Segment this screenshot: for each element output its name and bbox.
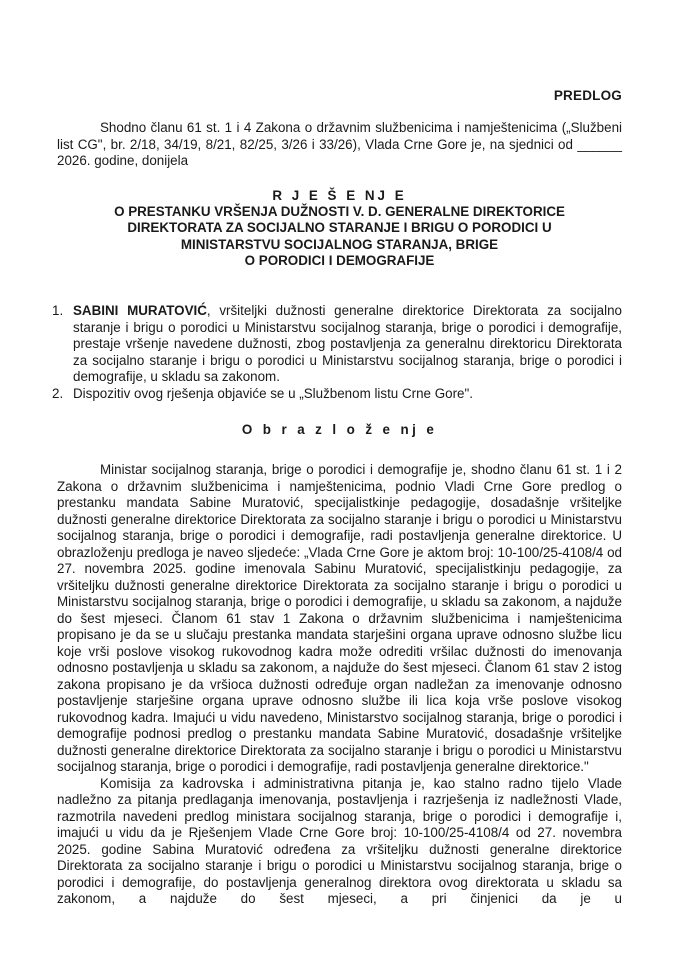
- item-text: , vršiteljki dužnosti generalne direktorice Direktorata za socijalno staranje i brigu o porodici u Ministarstvu socijalnog staranja, brige o porodici i demografije, prestaje vršenje navedene dužnosti, zbog postavljenja za generalnu direktoricu Direktorata za socijalno staranje i brigu o porodici u Ministarstvu socijalnog staranja, brige o porodici i demografije, u skladu sa zakonom.: [73, 303, 622, 384]
- item-number: 2.: [52, 385, 64, 401]
- title-line: MINISTARSTVU SOCIJALNOG STARANJA, BRIGE: [180, 236, 499, 252]
- justification-heading: O b r a z l o ž e nj e: [241, 422, 438, 437]
- justification-paragraph: Ministar socijalnog staranja, brige o porodici i demografije je, shodno članu 61 st. 1 i 2 Zakona o državnim službenicima i namještenicima, podnio Vladi Crne Gore predlog o prestanku mandata Sabine Muratović, specijalistkinje pedagogije, dosadašnje vršiteljke dužnosti generalne direktorice Direktorata za socijalno staranje i brigu o porodici u Ministarstvu socijalnog staranja, brige o porodici i demografije, radi postavljenja generalne direktorice. U obrazloženju predloga je naveo sljedeće: „Vlada Crne Gore je aktom broj: 10-100/25-4108/4 od 27. novembra 2025. godine imenovala Sabinu Muratović, specijalistkinju pedagogije, za vršiteljku dužnosti generalne direktorice Direktorata za socijalno staranje i brigu o porodici u Ministarstvu socijalnog staranja, brige o porodici i demografije, u skladu sa zakonom, a najduže do šest mjeseci. Članom 61 stav 1 Zakona o državnim službenicima i namještenicima propisano je da se u slučaju prestanka mandata starješini organa uprave odnosno službe licu koje vrši poslove visokog rukovodnog kadra može odrediti vršilac dužnosti do imenovanja odnosno postavljenja u skladu sa zakonom, a najduže do šest mjeseci. Članom 61 stav 2 istog zakona propisano je da vršioca dužnosti određuje organ nadležan za imenovanje odnosno postavljenje starješine organa uprave odnosno službe ili lica koja vrše poslove visokog rukovodnog kadra. Imajući u vidu navedeno, Ministarstvo socijalnog staranja, brige o porodici i demografije podnosi predlog o prestanku mandata Sabine Muratović, dosadašnje vršiteljke dužnosti generalne direktorice Direktorata za socijalno staranje i brigu o porodici u Ministarstvu socijalnog staranja, brige o porodici i demografije, radi postavljenja generalne direktorice.": [57, 462, 622, 774]
- item-name-bold: SABINI MURATOVIĆ: [73, 303, 207, 318]
- title-line: O PRESTANKU VRŠENJA DUŽNOSTI V. D. GENERALNE DIREKTORICE: [114, 204, 565, 220]
- decision-title: [57, 188, 622, 269]
- item-number: 1.: [52, 303, 64, 318]
- intro-paragraph: [57, 120, 622, 170]
- decision-heading: R J E Š E NJ E: [272, 188, 407, 203]
- decision-item: [52, 386, 622, 403]
- item-text: Dispozitiv ovog rješenja objaviće se u „Službenom listu Crne Gore".: [73, 385, 473, 401]
- decision-items: [52, 303, 622, 402]
- document-label: PREDLOG: [553, 88, 622, 103]
- item-body: [73, 303, 622, 386]
- title-line: DIREKTORATA ZA SOCIJALNO STARANJE I BRIGU O PORODICI U: [127, 220, 552, 236]
- justification-paragraph: Komisija za kadrovska i administrativna pitanja je, kao stalno radno tijelo Vlade nadležno za pitanja predlaganja imenovanja, postavljenja i razrješenja iz nadležnosti Vlade, razmotrila navedeni predlog ministara socijalnog staranja, brige o porodici i demografije i, imajući u vidu da je Rješenjem Vlade Crne Gore broj: 10-100/25-4108/4 od 27. novembra 2025. godine Sabina Muratović određena za vršiteljku dužnosti generalne direktorice Direktorata za socijalno staranje i brigu o porodici u Ministarstvu socijalnog staranja, brige o porodici i demografije, do postavljenja generalnog direktora ovog direktorata u skladu sa zakonom, a najduže do šest mjeseci, a pri činjenici da je u: [57, 775, 622, 906]
- intro-text: Shodno članu 61 st. 1 i 4 Zakona o državnim službenicima i namještenicima („Službeni list CG", br. 2/18, 34/19, 8/21, 82/25, 3/26 i 33/26), Vlada Crne Gore je, na sjednici od ______ 2026. godine, donijela: [57, 120, 622, 168]
- justification-body: [57, 462, 622, 908]
- title-line: O PORODICI I DEMOGRAFIJE: [244, 252, 435, 268]
- item-body: [73, 386, 622, 403]
- decision-item: [52, 303, 622, 386]
